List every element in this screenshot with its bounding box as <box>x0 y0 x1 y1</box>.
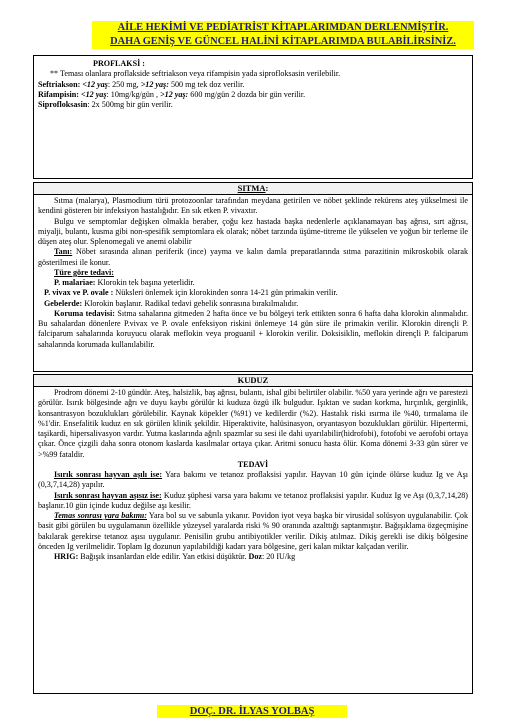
banner-line-1: AİLE HEKİMİ VE PEDİATRİST KİTAPLARIMDAN DERLENMİŞTİR. <box>117 22 449 33</box>
kuduz-paragraph-1: Prodrom dönemi 2-10 gündür. Ateş, halsizlik, baş ağrısı, bulantı, ishal gibi belirtiler olabilir. %50 yara yerinde ağrı ve parestezi görülür. Isırık bölgesinde ağrı ve duyu kaybı görülür ki kuduza özgü ilk bulgudur. Işıktan ve sudan korkma, hırçınlık, gerginlik, konsantrasyon bozuklukları görülebilir. Kaynak köpekler (%91) ve kedilerdir (%2). Hastalık riski ısırma ile %40, tırmalama ile %1'dir. Ensefalitik kuduz en sık görülen klinik şekildir. Hiperaktivite, halüsinasyon, oryantasyon bozuklukları görülür. Hipertermi, taşikardi, hipersalivasyon vardır. Yutma kaslarında ağrılı spazmlar su sesi ile dahi uyarılabilir(hidrofobi), fotofobi ve aerofobi ortaya çıkar. Önce çizgili daha sonra otonom kaslarda kasılmalar ortaya çıkar. Aritmi sonucu hasta ölür. Koma dönemi 3-33 gün sürer ve >%99 fataldir. <box>38 388 468 459</box>
vivax-label: P. vivax ve P. ovale : <box>44 288 114 298</box>
asili-label: Isırık sonrası hayvan aşılı ise: <box>54 470 163 479</box>
hrig-text: Bağışık insanlardan elde edilir. Yan etkisi düşüktür. <box>78 552 247 561</box>
rifampisin-age-b: >12 yaş: <box>160 89 189 99</box>
malariae-text: Klorokin tek başına yeterlidir. <box>95 278 195 287</box>
sitma-malariae <box>38 278 468 288</box>
asisiz-text: Kuduz şüphesi varsa yara bakımı ve tetanoz proflaksisi yapılır. Kuduz Ig ve Aşı (0,3,7,14,28) başlanır.10 gün içinde kuduz değilse aşı kesilir. <box>38 490 468 510</box>
vivax-text: Nüksleri önlemek için klorokinden sonra 14-21 gün primakin verilir. <box>113 288 338 298</box>
seftriakson-dose-a: : 250 mg, <box>107 79 139 89</box>
kuduz-asisiz <box>38 491 468 512</box>
author-footer: DOÇ. DR. İLYAS YOLBAŞ <box>157 705 347 718</box>
rifampisin-age-a: <12 yaş <box>80 89 107 99</box>
sitma-koruma <box>38 309 468 350</box>
rifampisin-dose-a: : 10mg/kg/gün , <box>106 89 158 99</box>
sitma-box <box>33 182 473 372</box>
seftriakson-line <box>38 80 468 90</box>
seftriakson-label: Seftriakson: <box>38 79 81 89</box>
asili-text: Yara bakımı ve tetanoz proflaksisi yapılır. Hayvan 10 gün içinde ölürse kuduz Ig ve Aşı (0,3,7,14,28) yapılır. <box>38 470 468 490</box>
rifampisin-line <box>38 90 468 100</box>
seftriakson-age-b: >12 yaş: <box>140 79 169 89</box>
proflaksi-note: ** Teması olanlara proflakside seftriakson veya rifampisin yada siprofloksasin verilebilir. <box>50 69 341 79</box>
sipro-label: Siprofloksasin <box>38 100 88 109</box>
header-banner <box>92 21 474 49</box>
kuduz-box <box>33 374 473 694</box>
kuduz-temas <box>38 511 468 552</box>
tedavi-label: Türe göre tedavi: <box>54 267 114 277</box>
malariae-label: P. malariae: <box>54 278 96 287</box>
sitma-vivax <box>38 288 468 298</box>
proflaksi-box <box>33 55 473 179</box>
kuduz-hrig <box>38 552 468 562</box>
rifampisin-dose-b: 600 mg/gün 2 dozda bir gün verilir. <box>190 89 306 99</box>
kuduz-asili <box>38 470 468 491</box>
seftriakson-age-a: <12 yaş <box>82 79 108 89</box>
kuduz-header <box>34 375 472 387</box>
rifampisin-label: Rifampisin: <box>38 89 79 99</box>
sipro-text: : 2x 500mg bir gün verilir. <box>87 100 173 109</box>
sitma-gebe <box>38 299 468 309</box>
gebe-label: Gebelerde: <box>44 298 83 308</box>
sitma-paragraph-2: Bulgu ve semptomlar değişken olmakla beraber, çoğu kez hastada başka nedenlerle açıklanamayan baş ağrısı, sırt ağrısı, miyalji, bulantı, kusma gibi non-spesifik semptomlara ek olarak; nöbet tarzında üşüme-titreme ile yükselen ve yoğun bir terleme ile düşen ateş olur. Splenomegali ve anemi olabilir <box>38 216 468 246</box>
asisiz-label: Isırık sonrası hayvan aşısız ise: <box>54 490 162 500</box>
tani-text: Nöbet sırasında alınan periferik (ince) yayma ve kalın damla preparatlarında sıtma parazitinin mikroskobik olarak gösterilmesi ile konur. <box>38 247 468 267</box>
sitma-title-suffix: : <box>265 183 269 193</box>
koruma-label: Koruma tedavisi: <box>54 308 115 318</box>
doz-text: : 20 IU/kg <box>261 552 296 561</box>
proflaksi-title: PROFLAKSİ : <box>93 59 145 68</box>
hrig-label: HRIG: <box>54 552 79 561</box>
koruma-text: Sıtma sahalarına gitmeden 2 hafta önce ve bu bölgeyi terk ettikten sonra 6 hafta daha klorokin alınmalıdır. Bu sahalardan dönenlere P.vivax ve P. ovale enfeksiyon riskini önlemeye 14 gün süre ile primakin verilir. Klorokin dirençli P. falciparum sahalarında koruyucu olarak meflokin veya proguanil + klorokin verilir. Doksisiklin, meflokin dirençli P. falciparum sahalarında korumada kullanılabilir. <box>38 308 468 349</box>
tani-label: Tanı: <box>54 247 73 257</box>
kuduz-tedavi-title: TEDAVİ <box>237 459 269 469</box>
sitma-tedavi-heading <box>38 268 468 278</box>
sipro-line <box>38 100 468 110</box>
sitma-paragraph-1: Sıtma (malarya), Plasmodium türü protozoonlar tarafından meydana getirilen ve nöbet şeklinde rekürens ateş yükselmesi ile kendini gösteren bir infeksiyon hastalığıdır. En sık etken P. vivaxtır. <box>38 196 468 216</box>
gebe-text: Klorokin başlanır. Radikal tedavi gebelik sonrasına bırakılmalıdır. <box>82 298 299 308</box>
temas-label: Temas sonrası yara bakımı: <box>54 511 147 520</box>
doz-label: Doz <box>248 552 262 561</box>
temas-text: Yara bol su ve sabunla yıkanır. Povidon iyot veya başka bir virusidal solüsyon uygulanabilir. Çok basit gibi görülen bu uygulamanın özellikle yüzeysel yaralarda riski % 90 oranında azalttığı saptanmıştır. Bağışıklama özgeçmişine bakılarak gerekirse tetanoz aşısı uygulanır. Penisilin grubu antibiyotikler verilir. Dikiş atılmaz. Dikiş gerekli ise dikiş bölgesine önceden Ig verilmelidir. Toplam Ig dozunun yapılabildiği kadarı yara bölgesine, geri kalan miktar kalçadan verilir. <box>38 511 468 551</box>
sitma-tani <box>38 247 468 268</box>
banner-line-2: DAHA GENİŞ VE GÜNCEL HALİNİ KİTAPLARIMDA BULABİLİRSİNİZ. <box>110 36 456 47</box>
sitma-title: SITMA <box>237 183 266 193</box>
seftriakson-dose-b: 500 mg tek doz verilir. <box>170 79 245 89</box>
sitma-header <box>34 183 472 195</box>
kuduz-title: KUDUZ <box>237 375 269 385</box>
